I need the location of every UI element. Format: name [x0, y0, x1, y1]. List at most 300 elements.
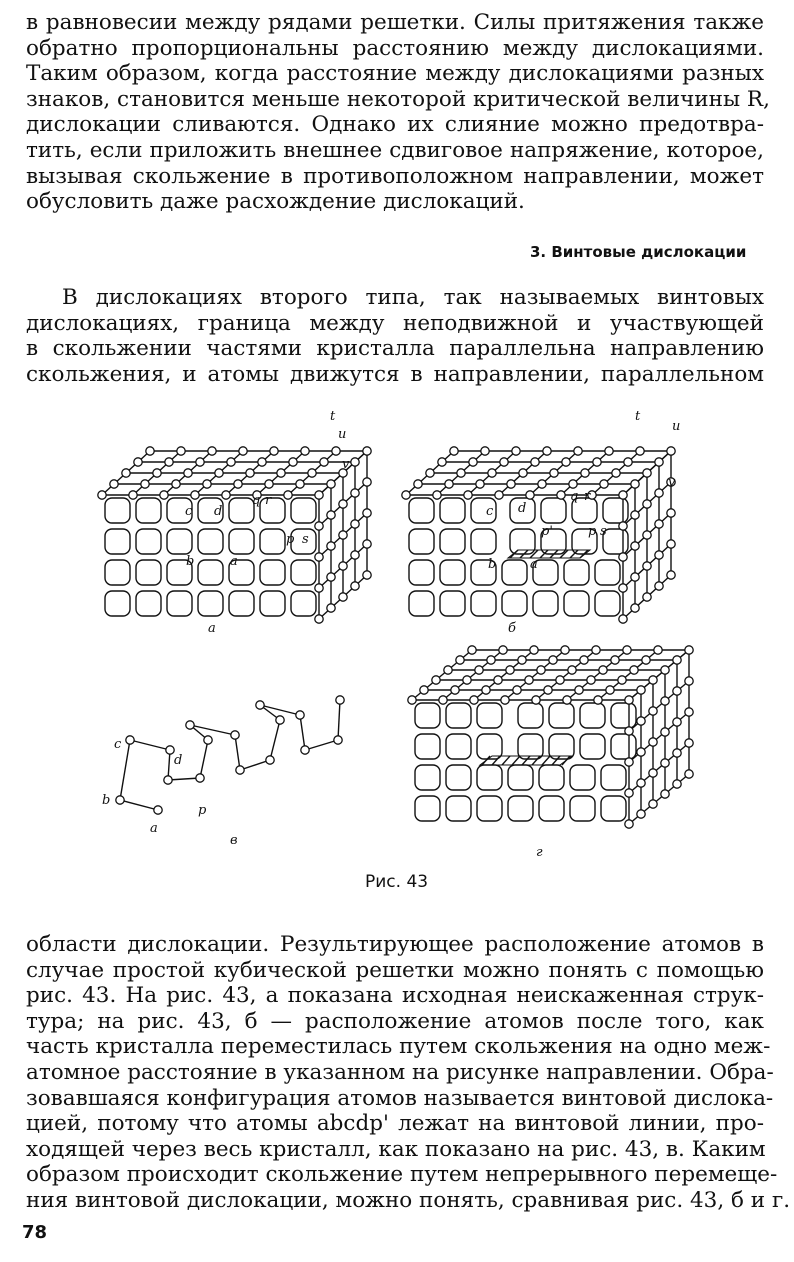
lattice-cell — [260, 529, 285, 554]
atom — [126, 736, 134, 744]
atom — [619, 491, 627, 499]
atom — [649, 738, 657, 746]
atom — [673, 656, 681, 664]
hatch-line — [482, 756, 490, 765]
lattice-cell — [502, 560, 527, 585]
atom-label: u — [338, 427, 347, 442]
lattice-cell — [580, 703, 605, 728]
atom — [618, 676, 626, 684]
atom — [196, 458, 204, 466]
atom — [351, 551, 359, 559]
text-line: цией, потому что атомы abcdp' лежат на винтовой линии, про- — [26, 1111, 764, 1137]
text-line: знаков, становится меньше некоторой критической величины R, — [26, 86, 770, 112]
atom — [327, 604, 335, 612]
text-line: в скольжении частями кристалла параллельна направлению — [26, 336, 764, 362]
lattice-cell — [446, 703, 471, 728]
atom — [203, 480, 211, 488]
atom — [507, 480, 515, 488]
lattice-cell — [291, 560, 316, 585]
panel-label-a: а — [208, 621, 216, 636]
atom — [487, 656, 495, 664]
atom — [685, 646, 693, 654]
atom — [208, 447, 216, 455]
lattice-cell — [477, 703, 502, 728]
atom-label: u — [672, 419, 681, 434]
lattice-cell — [260, 560, 285, 585]
atom — [469, 458, 477, 466]
lattice-cell — [260, 498, 285, 523]
atom — [339, 562, 347, 570]
atom — [623, 646, 631, 654]
atom-label: b — [488, 557, 497, 572]
atom — [519, 469, 527, 477]
atom — [600, 480, 608, 488]
text-line: рис. 43. На рис. 43, а показана исходная неискаженная струк- — [26, 983, 764, 1009]
helix-bond — [130, 740, 170, 750]
atom — [649, 707, 657, 715]
hatch-line — [522, 756, 530, 765]
atom-label: d — [214, 504, 223, 519]
atom — [625, 789, 633, 797]
atom — [655, 582, 663, 590]
atom — [619, 584, 627, 592]
atom-label: p — [588, 524, 597, 539]
atom — [581, 469, 589, 477]
lattice-cell — [198, 529, 223, 554]
helix-bond — [270, 720, 280, 760]
atom — [184, 469, 192, 477]
atom — [625, 758, 633, 766]
atom — [525, 676, 533, 684]
lattice-cell — [508, 765, 533, 790]
atom — [351, 582, 359, 590]
atom — [513, 686, 521, 694]
atom — [327, 511, 335, 519]
hatch-line — [512, 756, 520, 765]
figure-illustration — [90, 400, 710, 860]
atom — [532, 696, 540, 704]
atom — [661, 666, 669, 674]
lattice-cell — [603, 498, 628, 523]
text-line: дислокации сливаются. Однако их слияние можно предотвра- — [26, 112, 764, 138]
atom — [655, 520, 663, 528]
atom — [587, 676, 595, 684]
atom — [557, 491, 565, 499]
lattice-cell — [409, 529, 434, 554]
atom — [222, 491, 230, 499]
atom — [236, 766, 244, 774]
atom — [667, 571, 675, 579]
lattice-cell — [167, 529, 192, 554]
text-line: вызывая скольжение в противоположном направлении, может — [26, 163, 764, 189]
atom — [605, 447, 613, 455]
atom-label: v — [668, 475, 676, 490]
text-line: атомное расстояние в указанном на рисунке направлении. Обра- — [26, 1059, 774, 1085]
atom — [308, 469, 316, 477]
atom — [673, 687, 681, 695]
atom — [146, 447, 154, 455]
middle-paragraph — [26, 285, 764, 387]
text-line: В дислокациях второго типа, так называемых винтовых — [62, 285, 764, 310]
section-heading: 3. Винтовые дислокации — [530, 243, 747, 261]
lattice-cell — [136, 529, 161, 554]
text-line: тура; на рис. 43, б — расположение атомов после того, как — [26, 1008, 764, 1034]
atom — [438, 458, 446, 466]
atom — [594, 696, 602, 704]
atom — [339, 531, 347, 539]
atom-label: r — [584, 489, 591, 504]
atom-label: b — [102, 793, 111, 808]
atom — [518, 656, 526, 664]
atom — [191, 491, 199, 499]
lattice-cell — [415, 765, 440, 790]
atom — [649, 676, 657, 684]
atom — [266, 756, 274, 764]
atom — [488, 469, 496, 477]
atom — [246, 469, 254, 477]
atom — [332, 447, 340, 455]
atom — [363, 478, 371, 486]
atom — [177, 447, 185, 455]
lattice-cell — [549, 734, 574, 759]
atom — [561, 646, 569, 654]
atom — [593, 458, 601, 466]
helix-bond — [338, 700, 340, 740]
lattice-cell — [136, 560, 161, 585]
lattice-cell — [477, 734, 502, 759]
atom — [450, 447, 458, 455]
atom — [164, 776, 172, 784]
lattice-cell — [533, 591, 558, 616]
atom — [637, 779, 645, 787]
atom — [110, 480, 118, 488]
atom — [619, 553, 627, 561]
lattice-cell — [440, 560, 465, 585]
atom-label: c — [486, 504, 494, 519]
atom — [215, 469, 223, 477]
lattice-cell — [229, 591, 254, 616]
atom — [327, 573, 335, 581]
atom — [439, 696, 447, 704]
text-line: обусловить даже расхождение дислокаций. — [26, 189, 525, 215]
atom — [327, 480, 335, 488]
atom — [165, 458, 173, 466]
atom-label: r — [265, 493, 272, 508]
atom — [612, 469, 620, 477]
atom — [661, 790, 669, 798]
atom — [494, 676, 502, 684]
atom — [580, 656, 588, 664]
atom — [611, 656, 619, 664]
lattice-cell — [603, 529, 628, 554]
atom — [556, 676, 564, 684]
lattice-cell — [539, 765, 564, 790]
lattice-cell — [409, 498, 434, 523]
atom — [495, 491, 503, 499]
atom — [296, 711, 304, 719]
figure-43 — [90, 400, 710, 860]
atom — [655, 458, 663, 466]
atom — [643, 469, 651, 477]
atom — [402, 491, 410, 499]
figure-caption: Рис. 43 — [365, 872, 429, 892]
atom — [277, 469, 285, 477]
atom — [122, 469, 130, 477]
lattice-cell — [415, 796, 440, 821]
text-line: Таким образом, когда расстояние между дислокациями разных — [26, 61, 764, 87]
atom — [574, 447, 582, 455]
lattice-cell — [440, 591, 465, 616]
atom — [643, 531, 651, 539]
atom — [470, 696, 478, 704]
hatch-line — [552, 756, 560, 765]
atom — [363, 509, 371, 517]
atom — [631, 542, 639, 550]
text-line: дислокациях, граница между неподвижной и участвующей — [26, 310, 764, 336]
atom — [685, 708, 693, 716]
text-line: скольжения, и атомы движутся в направлении, параллельном — [26, 361, 764, 387]
atom — [637, 748, 645, 756]
atom — [204, 736, 212, 744]
lattice-cell — [601, 765, 626, 790]
atom — [481, 447, 489, 455]
lattice-cell — [291, 591, 316, 616]
atom-label: a — [230, 554, 238, 569]
atom-label: b — [186, 554, 195, 569]
atom — [445, 480, 453, 488]
atom — [569, 480, 577, 488]
atom — [575, 686, 583, 694]
lattice-cell — [541, 498, 566, 523]
lattice-cell — [611, 734, 636, 759]
helix-bond — [305, 740, 338, 750]
atom — [160, 491, 168, 499]
lattice-cell — [477, 796, 502, 821]
atom-label: s — [600, 524, 607, 539]
atom — [270, 447, 278, 455]
text-line: в равновесии между рядами решетки. Силы притяжения также — [26, 10, 764, 35]
atom — [227, 458, 235, 466]
lattice-cell — [471, 591, 496, 616]
atom — [166, 746, 174, 754]
lattice-cell — [136, 591, 161, 616]
atom — [630, 666, 638, 674]
atom — [234, 480, 242, 488]
atom — [538, 480, 546, 488]
atom — [457, 469, 465, 477]
lattice-cell — [564, 591, 589, 616]
lattice-cell — [518, 734, 543, 759]
lattice-cell — [229, 498, 254, 523]
lattice-cell — [409, 560, 434, 585]
atom — [315, 615, 323, 623]
page-number: 78 — [22, 1222, 48, 1243]
atom — [512, 447, 520, 455]
atom — [606, 686, 614, 694]
atom — [98, 491, 106, 499]
lattice-cell — [105, 560, 130, 585]
lattice-cell — [136, 498, 161, 523]
hatch-line — [532, 756, 540, 765]
atom — [231, 731, 239, 739]
lattice-cell — [508, 796, 533, 821]
atom — [339, 500, 347, 508]
atom — [134, 458, 142, 466]
text-line: ния винтовой дислокации, можно понять, сравнивая рис. 43, б и г. — [26, 1187, 791, 1213]
atom — [256, 701, 264, 709]
lattice-cell — [229, 529, 254, 554]
atom — [599, 666, 607, 674]
atom-label: c — [185, 504, 193, 519]
atom — [506, 666, 514, 674]
atom — [196, 774, 204, 782]
atom — [501, 696, 509, 704]
atom — [186, 721, 194, 729]
atom — [531, 458, 539, 466]
atom — [456, 656, 464, 664]
atom-label: q — [570, 489, 579, 504]
atom — [685, 739, 693, 747]
atom — [468, 646, 476, 654]
lattice-cell — [198, 560, 223, 585]
lattice-cell — [595, 591, 620, 616]
bottom-paragraph — [26, 932, 791, 1214]
lattice-cell — [611, 703, 636, 728]
text-line: ходящей через весь кристалл, как показано на рис. 43, в. Каким — [26, 1136, 766, 1162]
atom — [544, 686, 552, 694]
lattice-cell — [446, 765, 471, 790]
text-line: образом происходит скольжение путем непрерывного перемеще- — [26, 1162, 778, 1188]
atom — [475, 666, 483, 674]
atom — [631, 573, 639, 581]
atom — [655, 489, 663, 497]
lattice-cell — [570, 765, 595, 790]
atom — [334, 736, 342, 744]
atom — [655, 551, 663, 559]
lattice-cell — [409, 591, 434, 616]
atom — [526, 491, 534, 499]
atom — [563, 696, 571, 704]
atom — [315, 553, 323, 561]
atom — [141, 480, 149, 488]
atom — [315, 522, 323, 530]
hatch-line — [492, 756, 500, 765]
atom — [336, 696, 344, 704]
text-line: обратно пропорциональны расстоянию между дислокациями. — [26, 35, 764, 61]
panel-label-b: б — [508, 621, 516, 636]
atom — [624, 458, 632, 466]
helix-bond — [120, 800, 158, 810]
atom — [464, 491, 472, 499]
atom — [685, 770, 693, 778]
atom — [667, 447, 675, 455]
atom — [537, 666, 545, 674]
atom — [642, 656, 650, 664]
atom-label: p' — [541, 524, 553, 539]
atom — [673, 780, 681, 788]
atom-label: d — [518, 501, 527, 516]
atom — [172, 480, 180, 488]
lattice-cell — [198, 591, 223, 616]
atom — [619, 522, 627, 530]
lattice-cell — [105, 498, 130, 523]
atom — [499, 646, 507, 654]
atom — [643, 562, 651, 570]
atom — [667, 540, 675, 548]
text-line: часть кристалла переместилась путем скольжения на одно меж- — [26, 1034, 771, 1060]
atom — [284, 491, 292, 499]
atom — [276, 716, 284, 724]
helix-bond — [200, 740, 208, 778]
atom — [301, 746, 309, 754]
lattice-cell — [564, 560, 589, 585]
top-paragraph — [26, 10, 770, 215]
atom — [654, 646, 662, 654]
atom — [414, 480, 422, 488]
atom — [444, 666, 452, 674]
atom — [320, 458, 328, 466]
atom-label: v — [342, 457, 350, 472]
atom — [631, 480, 639, 488]
atom — [625, 696, 633, 704]
atom — [258, 458, 266, 466]
atom — [451, 686, 459, 694]
lattice-cell — [502, 591, 527, 616]
lattice-cell — [291, 498, 316, 523]
atom — [673, 718, 681, 726]
helix-bond — [300, 715, 305, 750]
atom-label: c — [114, 737, 122, 752]
atom — [116, 796, 124, 804]
atom — [363, 540, 371, 548]
atom — [637, 717, 645, 725]
atom — [339, 593, 347, 601]
atom — [239, 447, 247, 455]
atom — [619, 615, 627, 623]
text-line: тить, если приложить внешнее сдвиговое напряжение, которое, — [26, 137, 764, 163]
atom-label: t — [330, 409, 336, 424]
atom — [549, 656, 557, 664]
atom — [667, 509, 675, 517]
text-line: области дислокации. Результирующее расположение атомов в — [26, 932, 764, 957]
atom — [351, 489, 359, 497]
lattice-cell — [539, 796, 564, 821]
lattice-cell — [415, 703, 440, 728]
atom — [631, 511, 639, 519]
hatch-line — [502, 756, 510, 765]
atom — [476, 480, 484, 488]
atom — [153, 469, 161, 477]
lattice-cell — [477, 765, 502, 790]
atom — [568, 666, 576, 674]
atom-label: t — [635, 409, 641, 424]
atom — [685, 677, 693, 685]
atom — [625, 820, 633, 828]
lattice-cell — [595, 560, 620, 585]
atom-label: a — [530, 557, 538, 572]
atom — [154, 806, 162, 814]
hatch-line — [562, 756, 570, 765]
atom-label: d — [174, 753, 183, 768]
atom — [543, 447, 551, 455]
atom — [426, 469, 434, 477]
atom — [315, 584, 323, 592]
atom-label: s — [302, 532, 309, 547]
lattice-cell — [415, 734, 440, 759]
helix-bond — [120, 740, 130, 800]
atom — [463, 676, 471, 684]
atom — [592, 646, 600, 654]
